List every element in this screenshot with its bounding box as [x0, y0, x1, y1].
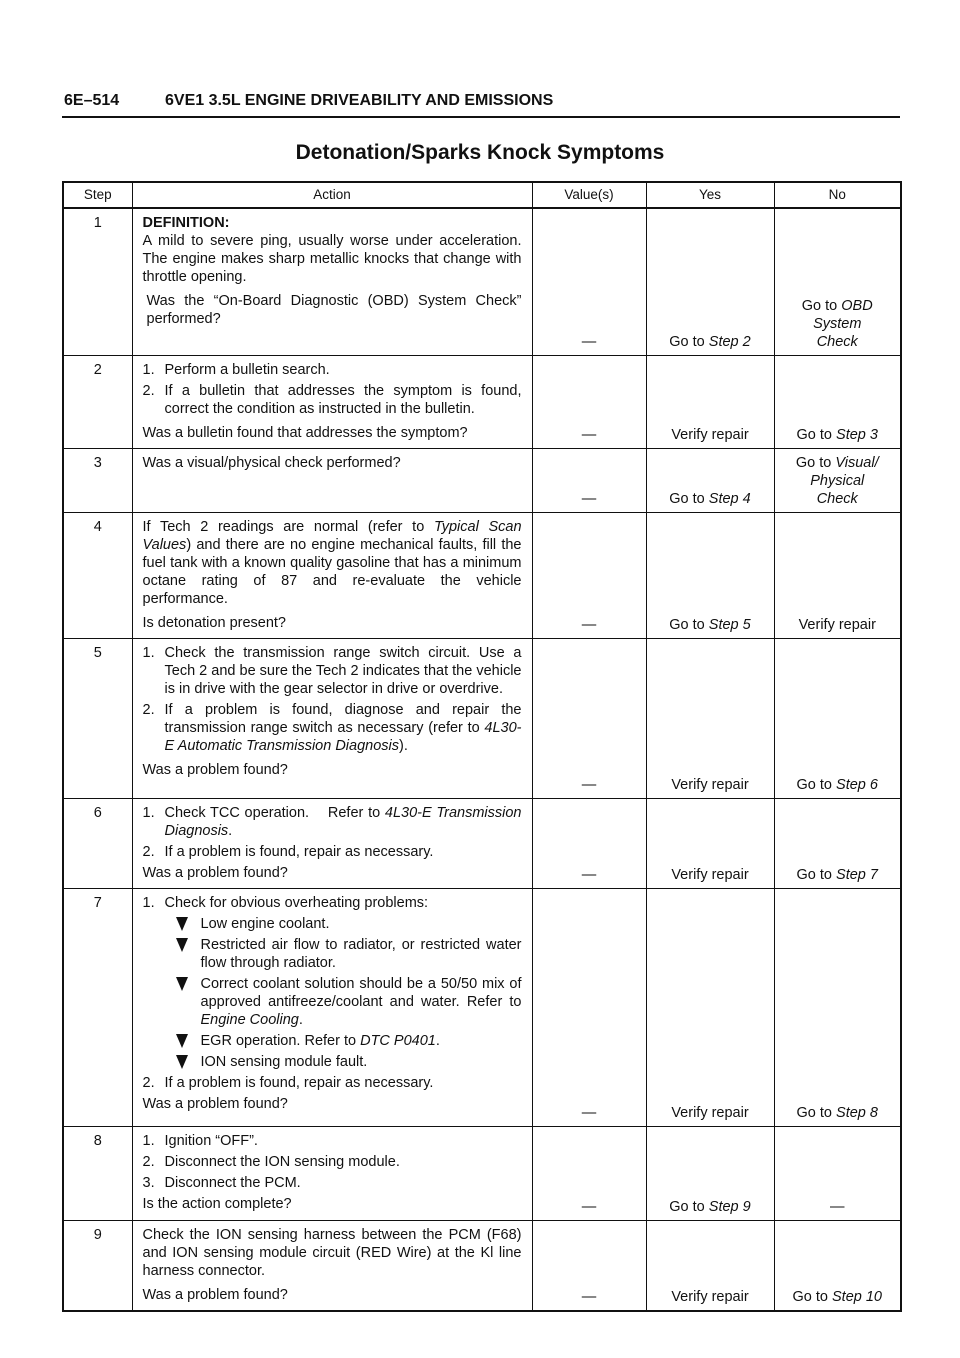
yes-cell: Verify repair	[646, 798, 774, 888]
list-item: 2. If a problem is found, diagnose and repair the transmission range switch as necessary (refer to 4L30-E Automatic Transmission Diagnosis).	[142, 701, 522, 754]
table-row	[63, 512, 901, 638]
list-item: 1. Check the transmission range switch circuit. Use a Tech 2 and be sure the Tech 2 indicates that the vehicle is in drive with the gear selector in drive or overdrive.	[142, 644, 522, 697]
yes-cell: Verify repair	[646, 888, 774, 1126]
value-cell: —	[532, 1220, 646, 1311]
col-step: Step	[63, 182, 132, 208]
step-number: 2	[63, 355, 132, 448]
list-item: Correct coolant solution should be a 50/50 mix of approved antifreeze/coolant and water. Refer to Engine Cooling.	[143, 975, 522, 1029]
no-ref-3: Check	[816, 333, 858, 350]
doc-ref: 4L30-E Transmission Diagnosis	[164, 804, 522, 839]
yes-ref: Step 9	[708, 1198, 751, 1215]
question-text: Was a problem found?	[142, 1095, 288, 1112]
no-ref: Step 7	[836, 866, 878, 883]
value-cell: —	[532, 638, 646, 798]
value-cell: —	[532, 1126, 646, 1220]
table-row	[63, 1126, 901, 1220]
no-cell	[774, 448, 901, 512]
step-list	[143, 804, 522, 861]
step-number: 7	[63, 888, 132, 1126]
question-text: Is detonation present?	[142, 614, 286, 631]
list-item: Low engine coolant.	[143, 915, 522, 933]
action-cell	[132, 512, 532, 638]
no-cell	[774, 1220, 901, 1311]
yes-ref: Step 5	[708, 616, 751, 633]
table-row	[63, 208, 901, 355]
triangle-bullet-icon	[176, 977, 188, 991]
no-cell	[774, 798, 901, 888]
step-list	[143, 1074, 522, 1092]
no-cell: Verify repair	[774, 512, 901, 638]
col-action: Action	[132, 182, 532, 208]
yes-prefix: Go to	[669, 1198, 705, 1215]
question-text: Is the action complete?	[142, 1195, 292, 1212]
list-item: 1. Check TCC operation. Refer to 4L30-E Transmission Diagnosis.	[142, 804, 522, 839]
triangle-bullet-icon	[176, 938, 188, 952]
col-no: No	[774, 182, 901, 208]
list-item: 2. Disconnect the ION sensing module.	[142, 1153, 400, 1170]
yes-cell	[646, 448, 774, 512]
question-text: Was a problem found?	[142, 864, 288, 881]
action-text: Check the ION sensing harness between the PCM (F68) and ION sensing module circuit (RED Wire) at the Kl line harness connector.	[142, 1226, 522, 1279]
no-ref-1: OBD	[841, 297, 873, 314]
no-ref-1: Visual/	[835, 454, 879, 471]
step-number: 1	[63, 208, 132, 355]
no-ref: Step 8	[836, 1104, 878, 1121]
no-ref: Step 6	[836, 776, 878, 793]
step-number: 8	[63, 1126, 132, 1220]
no-prefix: Go to	[792, 1288, 828, 1305]
action-cell	[132, 1126, 532, 1220]
yes-cell	[646, 1126, 774, 1220]
step-number: 9	[63, 1220, 132, 1311]
value-cell: —	[532, 512, 646, 638]
value-cell: —	[532, 448, 646, 512]
list-item: Restricted air flow to radiator, or restricted water flow through radiator.	[143, 936, 522, 972]
question-text: Was a problem found?	[142, 1286, 288, 1303]
list-item: 1. Ignition “OFF”.	[142, 1132, 258, 1149]
no-ref: Step 3	[836, 426, 878, 443]
no-prefix: Go to	[795, 454, 832, 471]
action-cell	[132, 888, 532, 1126]
question-text: Was a bulletin found that addresses the symptom?	[142, 424, 468, 441]
triangle-bullet-icon	[176, 1055, 188, 1069]
no-ref-3: Check	[816, 490, 858, 507]
yes-prefix: Go to	[669, 333, 705, 350]
table-row	[63, 798, 901, 888]
col-yes: Yes	[646, 182, 774, 208]
definition-label: DEFINITION:	[142, 215, 230, 231]
action-cell	[132, 638, 532, 798]
action-cell	[132, 448, 532, 512]
list-item: 1. Check for obvious overheating problems:	[142, 894, 429, 911]
no-ref: Step 10	[832, 1288, 882, 1305]
step-list	[143, 1132, 522, 1192]
yes-prefix: Go to	[669, 616, 705, 633]
page-header	[62, 88, 900, 118]
yes-cell: Verify repair	[646, 638, 774, 798]
list-item: 1. Perform a bulletin search.	[142, 361, 330, 378]
step-number: 3	[63, 448, 132, 512]
table-row	[63, 448, 901, 512]
table-row	[63, 638, 901, 798]
no-prefix: Go to	[796, 426, 832, 443]
value-cell: —	[532, 798, 646, 888]
doc-ref: DTC P0401	[360, 1032, 436, 1049]
list-item: 2. If a bulletin that addresses the symptom is found, correct the condition as instructed in the bulletin.	[142, 382, 522, 417]
value-cell: —	[532, 888, 646, 1126]
page-title: Detonation/Sparks Knock Symptoms	[295, 141, 665, 164]
col-values: Value(s)	[532, 182, 646, 208]
list-item: ION sensing module fault.	[143, 1053, 522, 1071]
step-number: 5	[63, 638, 132, 798]
yes-prefix: Go to	[669, 490, 705, 507]
step-number: 4	[63, 512, 132, 638]
no-cell	[774, 208, 901, 355]
diagnostic-table	[62, 181, 902, 1312]
no-prefix: Go to	[796, 866, 832, 883]
table-row	[63, 1220, 901, 1311]
list-item: 2. If a problem is found, repair as necessary.	[142, 1074, 434, 1091]
list-item: 3. Disconnect the PCM.	[142, 1174, 301, 1191]
table-row	[63, 355, 901, 448]
definition-text: A mild to severe ping, usually worse under acceleration. The engine makes sharp metallic knocks that change with throttle opening.	[142, 233, 522, 285]
step-list	[143, 894, 522, 912]
no-cell	[774, 355, 901, 448]
question-text: Was a problem found?	[142, 761, 288, 778]
triangle-bullet-icon	[176, 1034, 188, 1048]
doc-ref: Engine Cooling	[200, 1011, 299, 1028]
yes-cell	[646, 512, 774, 638]
no-cell	[774, 638, 901, 798]
bullet-list	[143, 915, 522, 1071]
list-item: 2. If a problem is found, repair as necessary.	[142, 843, 434, 860]
value-cell: —	[532, 208, 646, 355]
no-prefix: Go to	[801, 297, 838, 314]
no-ref-2: System	[813, 315, 862, 332]
no-cell	[774, 888, 901, 1126]
action-text: If Tech 2 readings are normal (refer to Typical Scan Values) and there are no engine mechanical faults, fill the fuel tank with a known quality gasoline that has a minimum octane rating of 87 and re-evaluate the vehicle performance.	[142, 518, 522, 607]
action-cell	[132, 1220, 532, 1311]
doc-ref: 4L30-E Automatic Transmission Diagnosis	[164, 719, 522, 754]
action-cell	[132, 208, 532, 355]
action-cell	[132, 798, 532, 888]
table-header-row	[63, 182, 901, 208]
yes-cell: Verify repair	[646, 355, 774, 448]
step-number: 6	[63, 798, 132, 888]
yes-ref: Step 2	[708, 333, 751, 350]
step-list	[143, 361, 522, 418]
section-title: 6VE1 3.5L ENGINE DRIVEABILITY AND EMISSIONS	[165, 92, 554, 109]
list-item: EGR operation. Refer to DTC P0401.	[143, 1032, 522, 1050]
page-number: 6E–514	[64, 92, 120, 109]
yes-cell	[646, 208, 774, 355]
question-text: Was the “On-Board Diagnostic (OBD) System Check” performed?	[146, 293, 522, 327]
table-row	[63, 888, 901, 1126]
doc-ref: Typical Scan Values	[142, 518, 522, 553]
triangle-bullet-icon	[176, 917, 188, 931]
action-text: Was a visual/physical check performed?	[142, 454, 401, 471]
value-cell: —	[532, 355, 646, 448]
yes-cell: Verify repair	[646, 1220, 774, 1311]
yes-ref: Step 4	[708, 490, 751, 507]
no-ref-2: Physical	[810, 472, 865, 489]
no-cell: —	[774, 1126, 901, 1220]
no-prefix: Go to	[796, 776, 832, 793]
action-cell	[132, 355, 532, 448]
no-prefix: Go to	[796, 1104, 832, 1121]
step-list	[143, 644, 522, 755]
